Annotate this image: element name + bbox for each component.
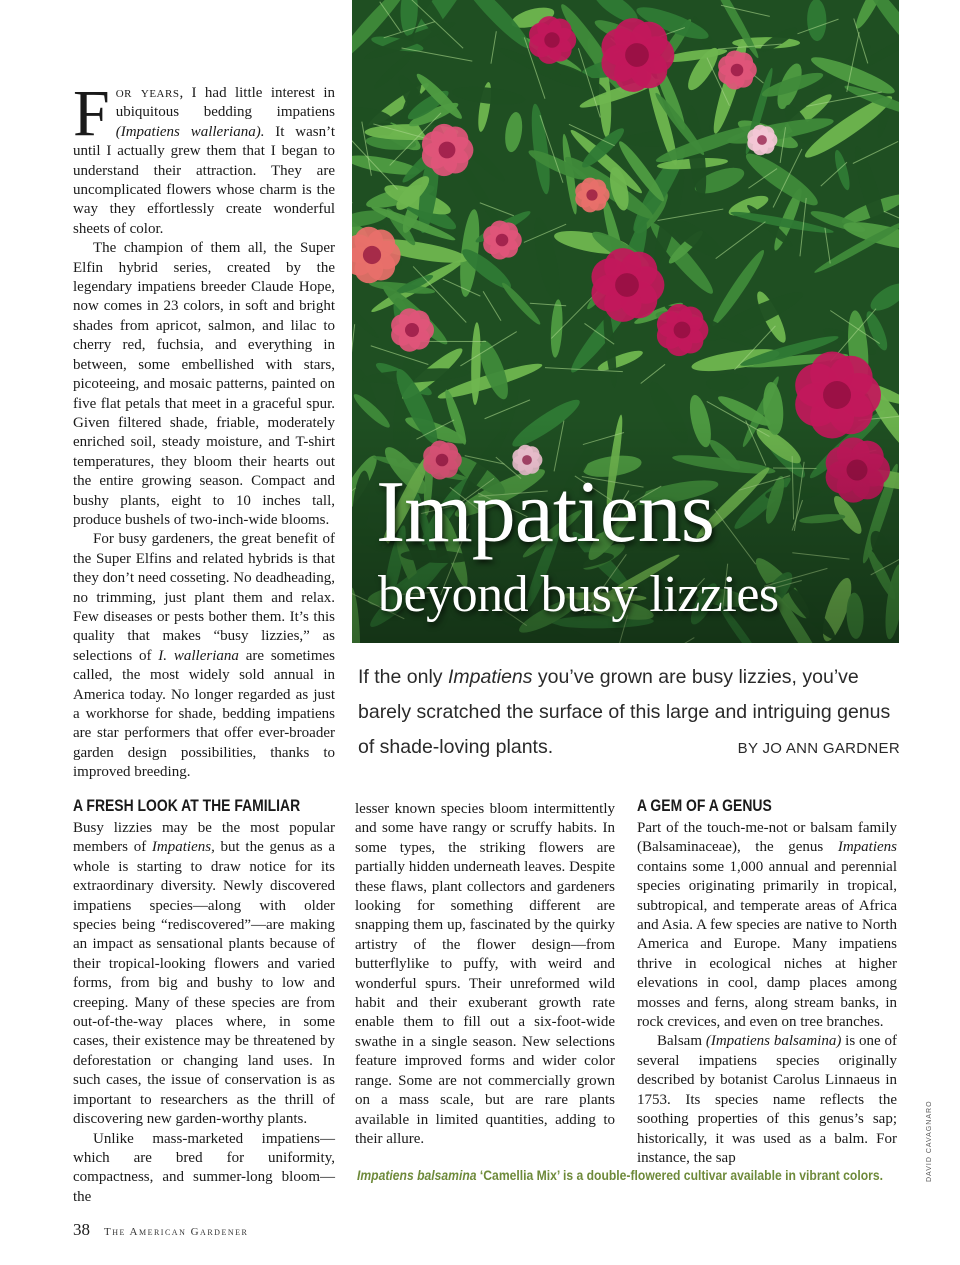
section-heading-gem: A GEM OF A GENUS xyxy=(637,796,772,815)
col3-p2-italic: (Impatiens balsamina) xyxy=(705,1033,842,1050)
column-2 xyxy=(355,800,615,1149)
intro-italic: (Impatiens walleriana). xyxy=(115,123,265,140)
byline: BY JO ANN GARDNER xyxy=(737,740,900,757)
col3-paragraph-2 xyxy=(637,1032,897,1168)
col3-p2-end: is one of several impatiens species originally described by botanist Carolus Linnaeus in 1753. Its species name reflects the soothing properties of this genus’s sap; historically, it was used as a balm. For instance, the sap xyxy=(637,1033,897,1166)
col3-text: Part of the touch-me-not or balsam family (Balsaminaceae), the genus xyxy=(637,820,897,856)
article-subtitle: beyond busy lizzies xyxy=(378,566,779,623)
section-heading-fresh-look: A FRESH LOOK AT THE FAMILIAR xyxy=(73,796,301,815)
intro-text: , I had little interest in ubiquitous bedding impatiens xyxy=(115,85,336,121)
drop-cap: F xyxy=(73,77,110,150)
col1-paragraph-1 xyxy=(73,819,335,1130)
col1-text: Busy lizzies may be the most popular members of xyxy=(73,820,335,856)
lead-in: or years xyxy=(115,85,180,101)
col1-paragraph-2: Unlike mass-marketed impatiens—which are bred for uniformity, compactness, and summer-long bloom—the xyxy=(73,1130,335,1205)
col1-italic: Impatiens, xyxy=(151,839,215,856)
caption-species: Impatiens balsamina xyxy=(357,1168,477,1183)
intro-paragraph-3 xyxy=(73,530,335,782)
intro-text-end: It wasn’t until I actually grew them that I began to understand their attraction. They are uncomplicated flowers whose charm is the way they effortlessly create wonderful sheets of color. xyxy=(73,123,335,237)
photo-credit: DAVID CAVAGNARO xyxy=(926,1100,933,1182)
deck-text: If the only xyxy=(358,666,448,688)
column-1 xyxy=(73,796,335,1207)
intro-paragraph-1 xyxy=(73,77,336,239)
column-3 xyxy=(637,796,897,1168)
deck-italic: Impatiens xyxy=(447,666,533,688)
intro-column xyxy=(73,77,336,783)
intro-p3-italic: I. walleriana xyxy=(158,647,239,664)
col1-text-end: but the genus as a whole is starting to draw notice for its extraordinary diversity. Newly discovered impatiens species—along with older species being “rediscovered”—are making an impact as sensational plants because of their tropical-looking flowers and varied forms, from big and bushy to low and creeping. Many of these species are from out-of-the-way places where, in some cases, their existence may be threatened by deforestation or changing land uses. In such cases, the issue of conservation is as important to researchers as the thrill of discovering new garden-worthy plants. xyxy=(73,839,336,1128)
col3-p2-text: Balsam xyxy=(657,1033,706,1050)
col3-paragraph-1 xyxy=(637,819,897,1032)
caption-text: ‘Camellia Mix’ is a double-flowered cultivar available in vibrant colors. xyxy=(476,1168,884,1183)
col3-text-end: contains some 1,000 annual and perennial species originating primarily in tropical, subtropical, and temperate areas of Africa and Asia. A few species are native to North America and Europe. Many impatiens thrive in ecological niches at higher elevations in cool, damp places among mosses and ferns, along stream banks, in rock crevices, and even on tree branches. xyxy=(637,858,897,1031)
photo-caption xyxy=(357,1168,884,1183)
page-footer xyxy=(73,1220,248,1240)
intro-p3-end: are sometimes called, the most widely sold annual in America today. No longer regarded as just a workhorse for shade, bedding impatiens are star performers that offer ever-broader garden design possibilities, thanks to improved breeding. xyxy=(73,647,335,781)
col3-italic: Impatiens xyxy=(837,839,897,856)
col2-paragraph-1: lesser known species bloom intermittently and some have rangy or scruffy habits. In some types, the striking flowers are partially hidden underneath leaves. Despite these flaws, plant collectors and gardeners looking for something different are snapping them up, fascinated by the quirky artistry of the flower design—from butterflylike to puffy, with weird and wonderful spurs. Their unreformed wild habit and their exuberant growth rate enable them to fill out a six-foot-wide swathe in a single season. New selections feature improved forms and wider color range. Some are not commercially grown on a mass scale, but are rare plants available in limited quantities, adding to their allure. xyxy=(355,801,615,1147)
page-number: 38 xyxy=(73,1220,90,1239)
magazine-name: The American Gardener xyxy=(104,1226,249,1238)
deck-text-end: you’ve grown are busy lizzies, you’ve barely scratched the surface of this large and intriguing genus of shade-loving plants. xyxy=(358,666,891,758)
hero-photo xyxy=(352,0,899,643)
intro-p3-text: For busy gardeners, the great benefit of the Super Elfins and related hybrids is that they don’t need cosseting. No deadheading, no trimming, just plant them and relax. Few diseases or pests bother them. It’s this quality that makes “busy lizzies,” as selections of xyxy=(73,531,335,664)
article-title: Impatiens xyxy=(376,464,715,561)
intro-paragraph-2: The champion of them all, the Super Elfin hybrid series, created by the legendary impatiens breeder Claude Hope, now comes in 23 colors, in soft and bright shades from apricot, salmon, and lilac to cherry red, fuchsia, and everything in between, some embellished with stars, picoteeing, and mosaic patterns, painted on five flat petals that meet in a graceful spur. Given filtered shade, friable, moderately enriched soil, steady moisture, and T-shirt temperatures, they bloom their hearts out the entire growing season. Compact and bushy plants, eight to 10 inches tall, produce bushels of two-inch-wide blooms. xyxy=(73,240,335,528)
